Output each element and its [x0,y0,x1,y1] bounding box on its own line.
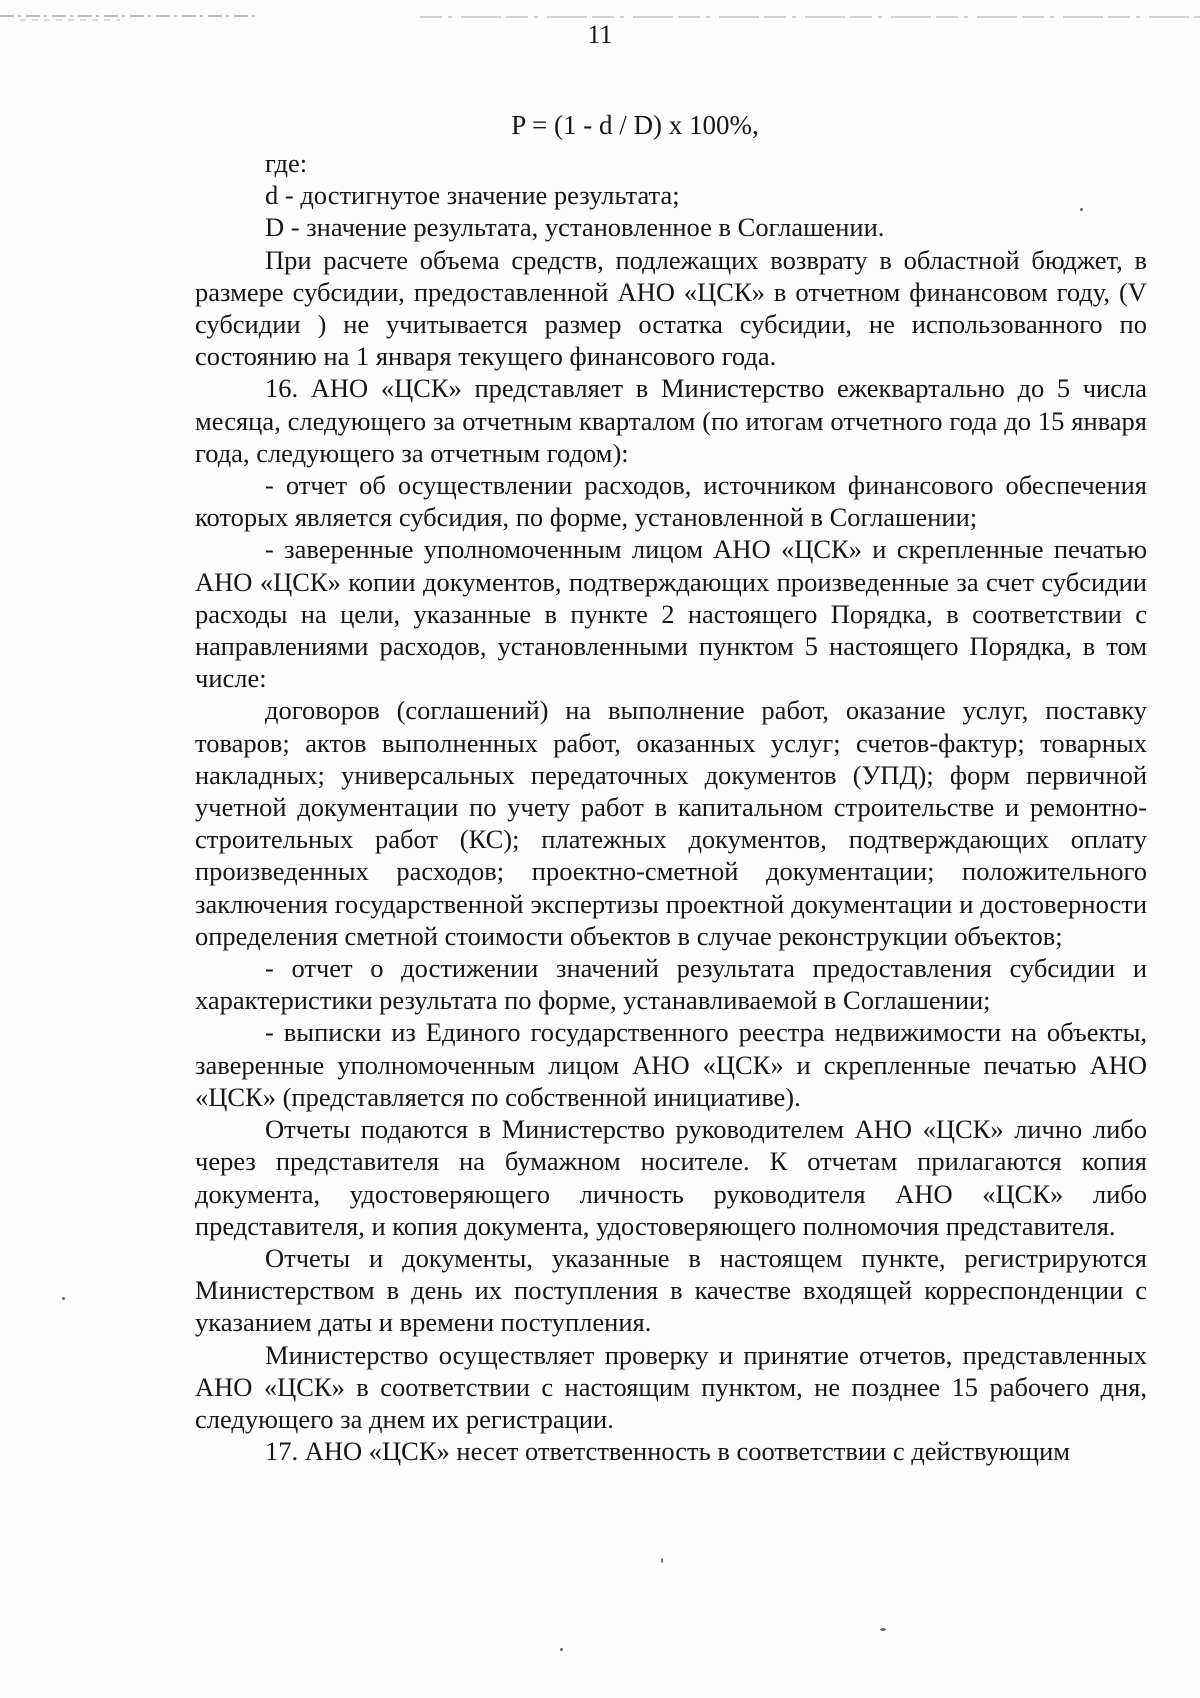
scan-speck [880,1628,886,1631]
document-body [195,147,1147,1467]
paragraph-calculation: При расчете объема средств, подлежащих возврату в областной бюджет, в размере субсидии, предоставленной АНО «ЦСК» в отчетном финансовом году, (V субсидии ) не учитывается размер остатка субсидии, не использованного по состоянию на 1 января текущего финансового года. [195,244,1147,372]
scan-speck [661,1558,663,1563]
paragraph-item-17: 17. АНО «ЦСК» несет ответственность в соответствии с действующим [265,1436,1071,1467]
paragraph-registry-extracts: - выписки из Единого государственного реестра недвижимости на объекты, заверенные уполномоченным лицом АНО «ЦСК» и скрепленные печатью АНО «ЦСК» (представляется по собственной инициативе). [195,1017,1147,1112]
scan-speck [560,1648,563,1651]
scan-speck [1080,208,1083,211]
paragraph-result-report: - отчет о достижении значений результата предоставления субсидии и характеристики результата по форме, устанавливаемой в Соглашении; [195,953,1147,1016]
paragraph-item-16: 16. АНО «ЦСК» представляет в Министерство ежеквартально до 5 числа месяца, следующего за отчетным кварталом (по итогам отчетного года до 15 января года, следующего за отчетным годом): [195,373,1147,468]
paragraph-certified-copies: - заверенные уполномоченным лицом АНО «ЦСК» и скрепленные печатью АНО «ЦСК» копии документов, подтверждающих произведенные за счет субсидии расходы на цели, указанные в пункте 2 настоящего Порядка, в соответствии с направлениями расходов, установленными пунктом 5 настоящего Порядка, в том числе: [195,534,1147,694]
scan-speck [62,1297,65,1300]
paragraph-expense-report: - отчет об осуществлении расходов, источником финансового обеспечения которых является субсидия, по форме, установленной в Соглашении; [195,470,1147,533]
paragraph-registration: Отчеты и документы, указанные в настоящем пункте, регистрируются Министерством в день их поступления в качестве входящей корреспонденции с указанием даты и времени поступления. [195,1242,1147,1338]
paragraph-submission: Отчеты подаются в Министерство руководителем АНО «ЦСК» лично либо через представителя на бумажном носителе. К отчетам прилагаются копия документа, удостоверяющего личность руководителя АНО «ЦСК» либо представителя, и копия документа, удостоверяющего полномочия представителя. [195,1114,1147,1241]
paragraph-contracts-list: договоров (соглашений) на выполнение работ, оказание услуг, поставку товаров; актов выполненных работ, оказанных услуг; счетов-фактур; товарных накладных; универсальных передаточных документов (УПД); форм первичной учетной документации по учету работ в капитальном строительстве и ремонтно-строительных работ (КС); платежных документов, подтверждающих оплату произведенных расходов; проектно-сметной документации; положительного заключения государственной экспертизы проектной документации и достоверности определения сметной стоимости объектов в случае реконструкции объектов; [195,695,1147,951]
paragraph-d-definition: d - достигнутое значение результата; [265,180,680,211]
page-number: 11 [587,20,613,49]
paragraph-where: где: [265,148,308,178]
paragraph-verification: Министерство осуществляет проверку и принятие отчетов, представленных АНО «ЦСК» в соответствии с настоящим пунктом, не позднее 15 рабочего дня, следующего за днем их регистрации. [195,1339,1147,1434]
paragraph-D-definition: D - значение результата, установленное в Соглашении. [265,212,885,243]
formula: P = (1 - d / D) x 100%, [511,110,759,140]
